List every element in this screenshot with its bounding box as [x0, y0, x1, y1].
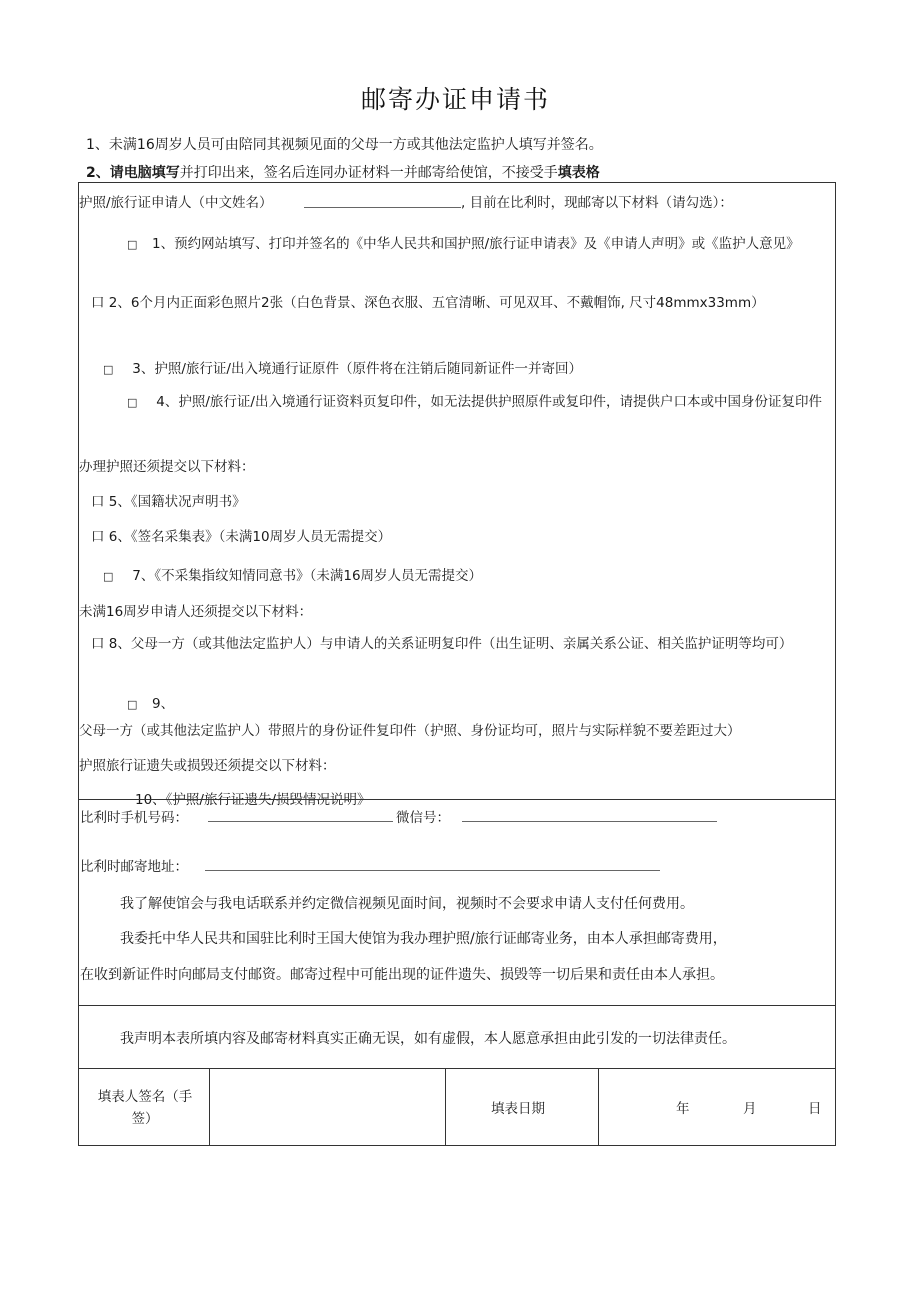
date-label: 填表日期 — [491, 1101, 545, 1117]
list-item[interactable]: 口 2、6个月内正面彩色照片2张（白色背景、深色衣服、五官清晰、可见双耳、不戴帽饰, 尺寸48mmx33mm） — [91, 295, 765, 311]
applicant-name-input[interactable] — [304, 207, 461, 208]
checkbox-icon[interactable]: 口 — [91, 494, 105, 510]
note-2 — [86, 162, 600, 182]
address-input[interactable] — [205, 870, 660, 871]
date-day[interactable]: 日 — [808, 1101, 822, 1117]
checkbox-icon[interactable]: □ — [103, 363, 114, 376]
materials-section — [79, 183, 835, 808]
consent-text-2b: 在收到新证件时向邮局支付邮资。邮寄过程中可能出现的证件遗失、损毁等一切后果和责任由本人承担。 — [80, 967, 724, 983]
column-divider — [598, 1068, 599, 1146]
note-2-bold: 2、请电脑填写 — [86, 165, 180, 181]
list-item-partial[interactable]: 10、《护照/旅行证遗失/损毁情况说明》 — [135, 792, 371, 808]
divider — [79, 1005, 835, 1006]
declaration-text: 我声明本表所填内容及邮寄材料真实正确无误，如有虚假，本人愿意承担由此引发的一切法律责任。 — [120, 1031, 736, 1047]
column-divider — [445, 1068, 446, 1146]
list-item[interactable]: □ 7、《不采集指纹知情同意书》（未满16周岁人员无需提交） — [103, 568, 483, 584]
list-item[interactable]: □ 9、父母一方（或其他法定监护人）带照片的身份证件复印件（护照、身份证均可，照片与实际样貌不要差距过大） — [79, 691, 831, 744]
applicant-label: 护照/旅行证申请人（中文姓名） — [79, 195, 273, 211]
address-label: 比利时邮寄地址： — [80, 859, 188, 875]
list-item[interactable]: 口 6、《签名采集表》（未满10周岁人员无需提交） — [91, 529, 392, 545]
note-2-rest: 并打印出来，签名后连同办证材料一并邮寄给使馆，不接受手 — [179, 165, 558, 181]
checkbox-icon[interactable]: □ — [127, 238, 138, 251]
consent-text-2a: 我委托中华人民共和国驻比利时王国大使馆为我办理护照/旅行证邮寄业务，由本人承担邮寄费用， — [120, 931, 727, 947]
note-2-bold-tail: 填表格 — [557, 165, 600, 181]
list-item[interactable]: 口 5、《国籍状况声明书》 — [91, 494, 246, 510]
list-item[interactable]: 口 8、父母一方（或其他法定监护人）与申请人的关系证明复印件（出生证明、亲属关系公证、相关监护证明等均可） — [91, 636, 793, 652]
signature-field[interactable] — [210, 1069, 445, 1145]
section-lost-heading: 护照旅行证遗失或损毁还须提交以下材料： — [79, 758, 336, 774]
list-item[interactable]: □ 3、护照/旅行证/出入境通行证原件（原件将在注销后随同新证件一并寄回） — [103, 361, 582, 377]
wechat-input[interactable] — [462, 821, 717, 822]
signature-label: 填表人签名（手 签） — [97, 1089, 193, 1127]
checkbox-icon[interactable]: 口 — [91, 295, 105, 311]
date-year[interactable]: 年 — [676, 1101, 690, 1117]
divider — [79, 1068, 835, 1069]
consent-text-1: 我了解使馆会与我电话联系并约定微信视频见面时间，视频时不会要求申请人支付任何费用。 — [120, 896, 694, 912]
section-minor-heading: 未满16周岁申请人还须提交以下材料： — [79, 604, 313, 620]
date-month[interactable]: 月 — [743, 1101, 757, 1117]
applicant-line — [79, 191, 273, 211]
list-item[interactable]: □ 1、预约网站填写、打印并签名的《中华人民共和国护照/旅行证申请表》及《申请人声明》或《监护人意见》 — [79, 231, 831, 258]
checkbox-icon[interactable]: □ — [127, 698, 138, 711]
page-title: 邮寄办证申请书 — [361, 85, 551, 114]
section-passport-heading: 办理护照还须提交以下材料： — [79, 459, 255, 475]
divider — [79, 799, 835, 800]
checkbox-icon[interactable]: □ — [103, 570, 114, 583]
checkbox-icon[interactable]: □ — [127, 396, 138, 409]
applicant-suffix: , 目前在比利时，现邮寄以下材料（请勾选）： — [461, 195, 733, 211]
checkbox-icon[interactable]: 口 — [91, 529, 105, 545]
list-item[interactable]: □ 4、护照/旅行证/出入境通行证资料页复印件，如无法提供护照原件或复印件，请提供户口本或中国身份证复印件 — [79, 389, 831, 416]
wechat-label: 微信号： — [396, 810, 450, 826]
note-1: 1、未满16周岁人员可由陪同其视频见面的父母一方或其他法定监护人填写并签名。 — [86, 137, 603, 153]
phone-label: 比利时手机号码： — [80, 810, 188, 826]
checkbox-icon[interactable]: 口 — [91, 636, 105, 652]
phone-input[interactable] — [208, 821, 393, 822]
